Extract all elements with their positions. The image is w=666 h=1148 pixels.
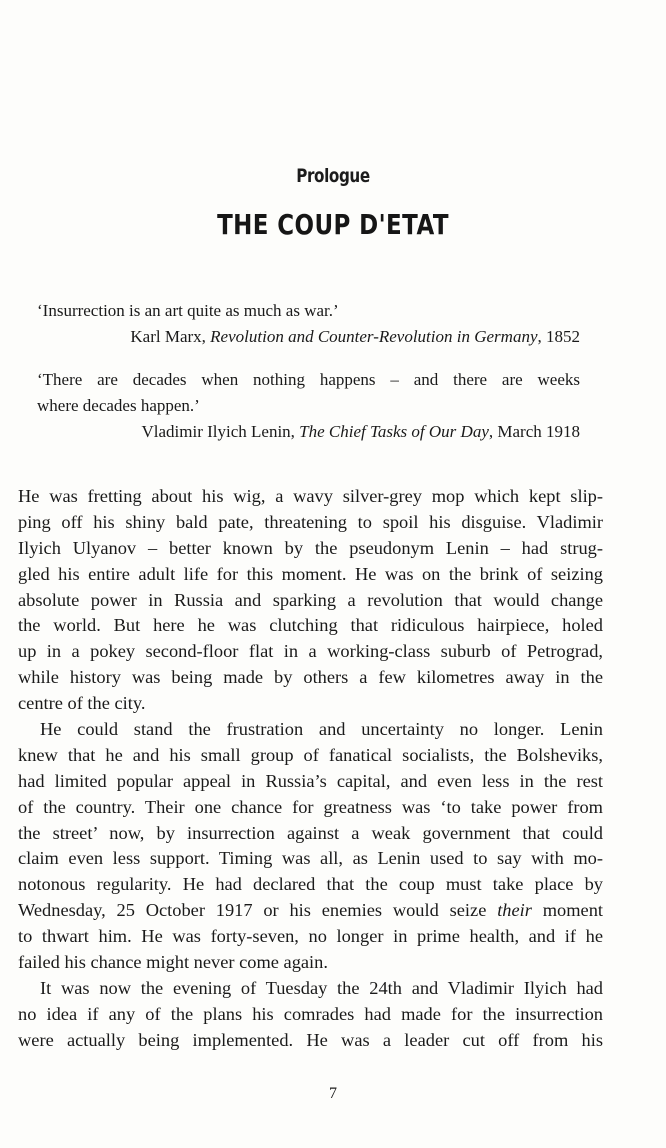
text-line: notonous regularity. He had declared that the coup must take place by: [18, 874, 603, 895]
text-line: ping off his shiny bald pate, threatening to spoil his disguise. Vladimir: [18, 511, 603, 532]
text-line: gled his entire adult life for this moment. He was on the brink of seizing: [18, 563, 603, 584]
text-line: while history was being made by others a few kilometres away in the: [18, 667, 603, 688]
text-line: of the country. Their one chance for greatness was ‘to take power from: [18, 796, 603, 817]
text-line: claim even less support. Timing was all, as Lenin used to say with mo-: [18, 848, 603, 869]
paragraph: [18, 717, 603, 976]
epigraph-quote: ‘There are decades when nothing happens – and there are weeks: [37, 370, 580, 389]
epigraph-quote: where decades happen.’: [37, 396, 200, 415]
epigraph-marx: [37, 298, 580, 350]
text-line: It was now the evening of Tuesday the 24th and Vladimir Ilyich had: [40, 977, 603, 998]
text-line: Ilyich Ulyanov – better known by the pseudonym Lenin – had strug-: [18, 537, 603, 558]
epigraph-lenin: [37, 367, 580, 445]
text-line: no idea if any of the plans his comrades had made for the insurrection: [18, 1003, 603, 1024]
epigraph-attribution: Karl Marx, Revolution and Counter-Revolution in Germany, 1852: [130, 327, 580, 346]
page-number: 7: [329, 1085, 337, 1102]
body-text: [18, 484, 603, 1054]
text-line: Wednesday, 25 October 1917 or his enemies would seize their moment: [18, 900, 604, 921]
text-line: the world. But here he was clutching that ridiculous hairpiece, holed: [18, 615, 603, 636]
text-line: He could stand the frustration and uncertainty no longer. Lenin: [40, 719, 603, 740]
text-line: to thwart him. He was forty-seven, no longer in prime health, and if he: [18, 926, 603, 947]
epigraph-attribution: Vladimir Ilyich Lenin, The Chief Tasks of Our Day, March 1918: [141, 422, 580, 441]
text-line: had limited popular appeal in Russia’s capital, and even less in the rest: [18, 770, 603, 791]
chapter-kicker: Prologue: [296, 165, 370, 187]
text-line: He was fretting about his wig, a wavy silver-grey mop which kept slip-: [18, 486, 603, 506]
text-line: up in a pokey second-floor flat in a working-class suburb of Petrograd,: [18, 641, 603, 662]
epigraph-quote: ‘Insurrection is an art quite as much as war.’: [37, 301, 339, 320]
chapter-title: THE COUP D'ETAT: [217, 208, 449, 241]
paragraph: [18, 484, 603, 717]
text-line: centre of the city.: [18, 693, 146, 714]
text-line: failed his chance might never come again.: [18, 952, 328, 973]
text-line: the street’ now, by insurrection against a weak government that could: [18, 822, 603, 843]
text-line: were actually being implemented. He was a leader cut off from his: [18, 1029, 603, 1050]
text-line: knew that he and his small group of fanatical socialists, the Bolsheviks,: [18, 744, 603, 765]
paragraph: [18, 976, 603, 1054]
text-line: absolute power in Russia and sparking a revolution that would change: [18, 589, 603, 610]
